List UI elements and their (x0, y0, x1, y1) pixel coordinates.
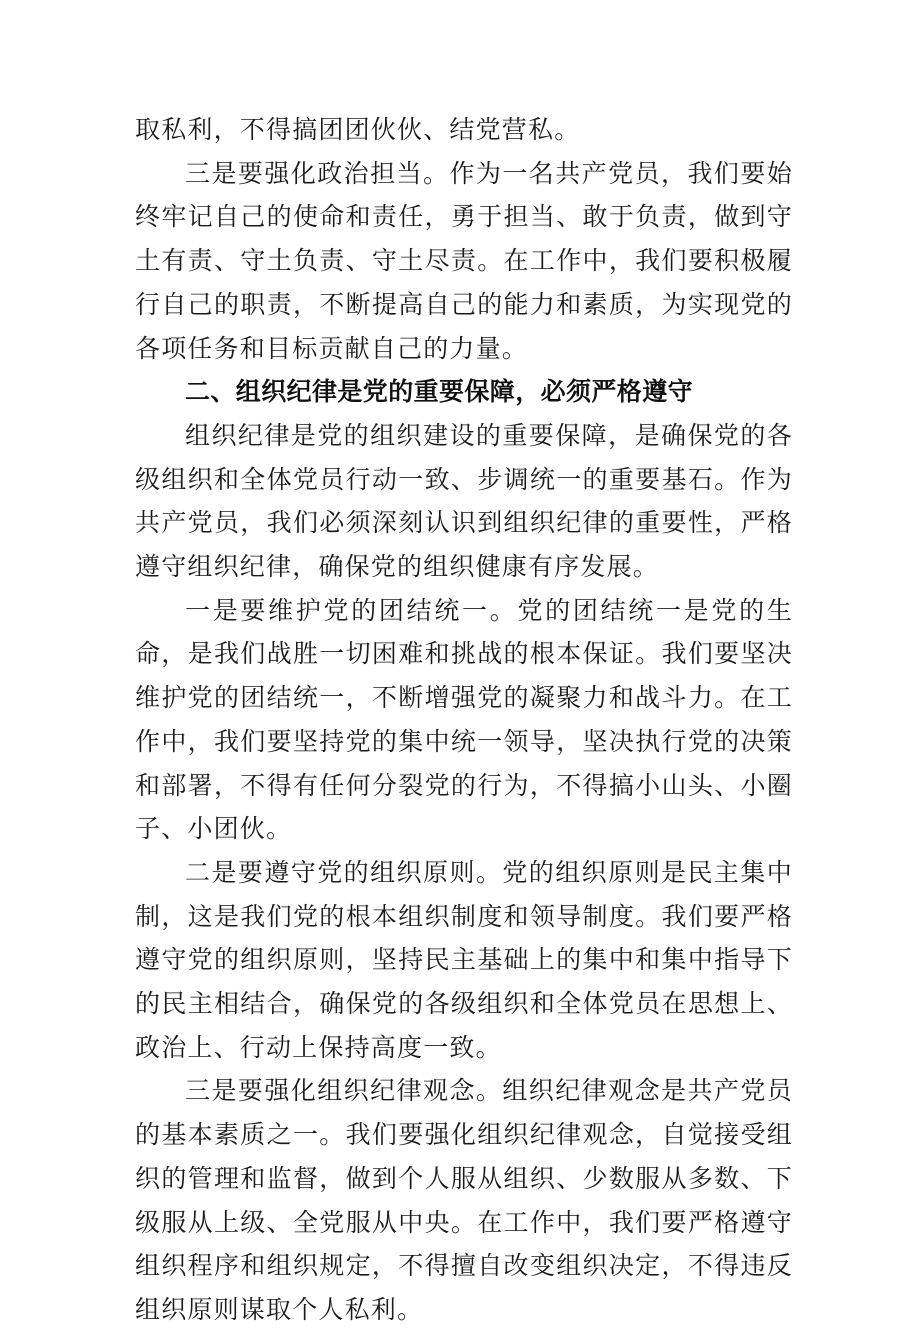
section-heading-organizational-discipline: 二、组织纪律是党的重要保障，必须严格遵守 (185, 377, 694, 407)
document-body (135, 108, 793, 1332)
paragraph-continuation: 取私利，不得搞团团伙伙、结党营私。 (135, 115, 581, 144)
paragraph-organizational-discipline-intro: 组织纪律是党的组织建设的重要保障，是确保党的各级组织和全体党员行动一致、步调统一的重要基石。作为共产党员，我们必须深刻认识到组织纪律的重要性，严格遵守组织纪律，确保党的组织健康有序发展。 (135, 420, 793, 582)
paragraph-party-unity: 一是要维护党的团结统一。党的团结统一是党的生命，是我们战胜一切困难和挑战的根本保证。我们要坚决维护党的团结统一，不断增强党的凝聚力和战斗力。在工作中，我们要坚持党的集中统一领导，坚决执行党的决策和部署，不得有任何分裂党的行为，不得搞小山头、小圈子、小团伙。 (135, 595, 793, 844)
paragraph-political-responsibility: 三是要强化政治担当。作为一名共产党员，我们要始终牢记自己的使命和责任，勇于担当、敢于负责，做到守土有责、守土负责、守土尽责。在工作中，我们要积极履行自己的职责，不断提高自己的能力和素质，为实现党的各项任务和目标贡献自己的力量。 (135, 158, 793, 363)
paragraph-discipline-awareness: 三是要强化组织纪律观念。组织纪律观念是共产党员的基本素质之一。我们要强化组织纪律观念，自觉接受组织的管理和监督，做到个人服从组织、少数服从多数、下级服从上级、全党服从中央。在工作中，我们要严格遵守组织程序和组织规定，不得擅自改变组织决定，不得违反组织原则谋取个人私利。 (135, 1076, 793, 1324)
paragraph-organizational-principles: 二是要遵守党的组织原则。党的组织原则是民主集中制，这是我们党的根本组织制度和领导制度。我们要严格遵守党的组织原则，坚持民主基础上的集中和集中指导下的民主相结合，确保党的各级组织和全体党员在思想上、政治上、行动上保持高度一致。 (135, 857, 793, 1062)
